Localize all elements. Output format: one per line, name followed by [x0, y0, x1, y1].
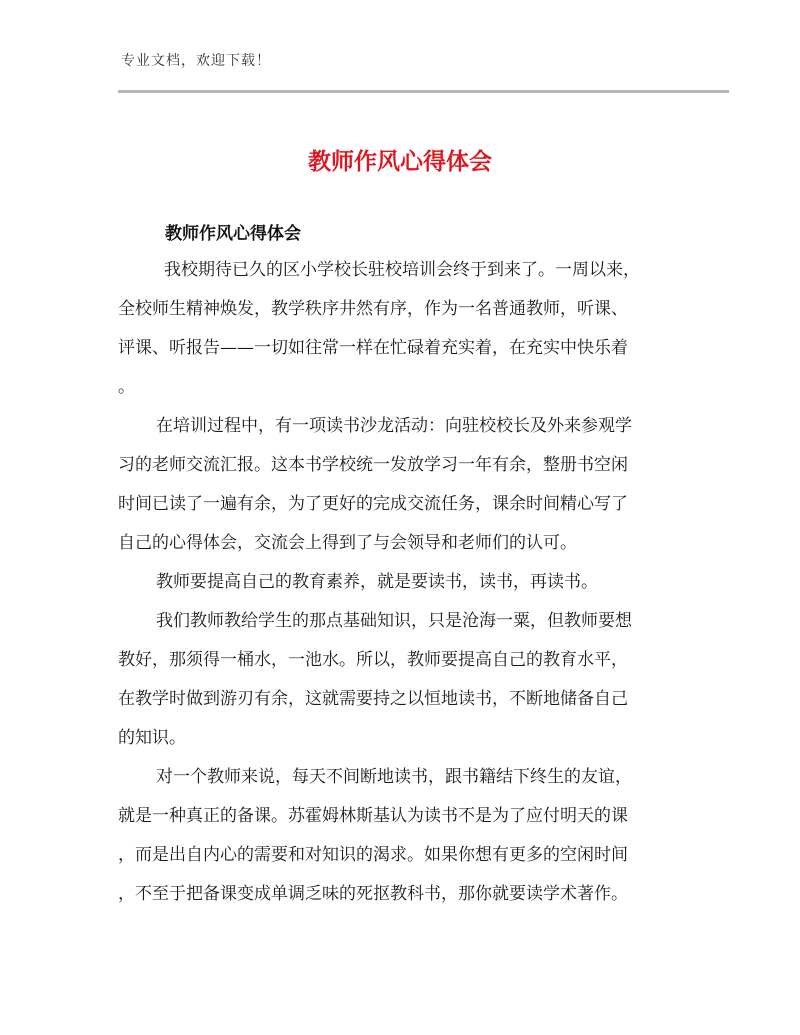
paragraph-2-line-3: 时间已读了一遍有余，为了更好的完成交流任务，课余时间精心写了 — [118, 494, 628, 514]
paragraph-1-line-4: 。 — [118, 377, 135, 397]
paragraph-4-line-2: 教好，那须得一桶水，一池水。所以，教师要提高自己的教育水平， — [118, 650, 628, 670]
header-divider — [118, 90, 729, 93]
paragraph-4-line-4: 的知识。 — [118, 728, 186, 748]
paragraph-1-line-3: 评课、听报告——一切如往常一样在忙碌着充实着，在充实中快乐着 — [118, 338, 628, 358]
document-title: 教师作风心得体会 — [308, 149, 492, 175]
paragraph-5-line-4: ，不至于把备课变成单调乏味的死抠教科书，那你就要读学术著作。 — [118, 884, 628, 904]
paragraph-2-line-1: 在培训过程中，有一项读书沙龙活动：向驻校校长及外来参观学 — [156, 416, 632, 436]
paragraph-1-line-2: 全校师生精神焕发，教学秩序井然有序，作为一名普通教师，听课、 — [118, 299, 628, 319]
page-header-note: 专业文档，欢迎下载！ — [121, 53, 271, 69]
paragraph-5-line-1: 对一个教师来说，每天不间断地读书，跟书籍结下终生的友谊， — [156, 767, 632, 787]
paragraph-2-line-2: 习的老师交流汇报。这本书学校统一发放学习一年有余，整册书空闲 — [118, 455, 628, 475]
document-body — [118, 251, 674, 914]
paragraph-4-line-3: 在教学时做到游刃有余，这就需要持之以恒地读书，不断地储备自己 — [118, 689, 628, 709]
paragraph-1-line-1: 我校期待已久的区小学校长驻校培训会终于到来了。一周以来， — [164, 260, 640, 280]
paragraph-5-line-3: ，而是出自内心的需要和对知识的渴求。如果你想有更多的空闲时间 — [118, 845, 628, 865]
paragraph-3-line-1: 教师要提高自己的教育素养，就是要读书，读书，再读书。 — [156, 572, 598, 592]
paragraph-4-line-1: 我们教师教给学生的那点基础知识，只是沧海一粟，但教师要想 — [156, 611, 632, 631]
paragraph-2-line-4: 自己的心得体会，交流会上得到了与会领导和老师们的认可。 — [118, 533, 577, 553]
document-subtitle: 教师作风心得体会 — [165, 224, 301, 244]
paragraph-5-line-2: 就是一种真正的备课。苏霍姆林斯基认为读书不是为了应付明天的课 — [118, 806, 628, 826]
